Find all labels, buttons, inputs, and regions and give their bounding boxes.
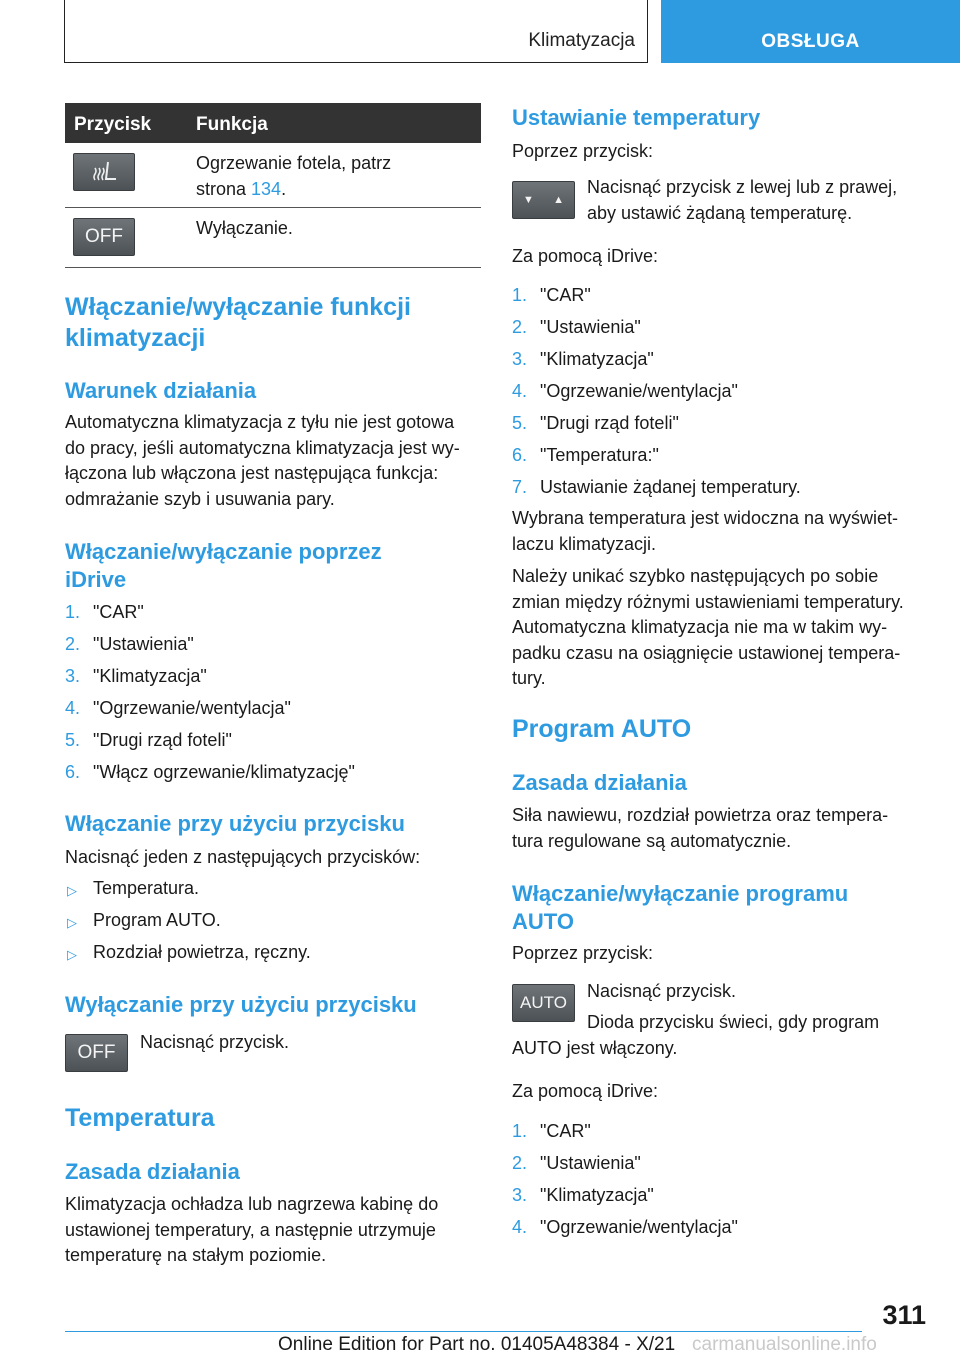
paragraph-via-idrive: Za pomocą iDrive: [512, 246, 659, 266]
heading-on-button: Włączanie przy użyciu przycisku [65, 811, 405, 836]
arrow-down-icon: ▼ [523, 194, 534, 206]
off-button-icon: OFF [73, 218, 135, 256]
paragraph-via-button-2: Poprzez przycisk: [512, 943, 654, 963]
header-left-box [64, 0, 648, 63]
page-number: 311 [882, 1300, 926, 1330]
heading-auto-onoff: Włączanie/wyłączanie programu AUTO [512, 881, 849, 934]
bullet-triangle-icon: ▷ [67, 915, 77, 930]
heading-off-button: Wyłączanie przy użyciu przycisku [65, 992, 417, 1017]
arrow-up-icon: ▲ [553, 194, 564, 206]
button-function-table [65, 103, 481, 268]
paragraph-via-button: Poprzez przycisk: [512, 141, 654, 161]
paragraph-temp-button: Nacisnąć przycisk z lewej lub z prawej, aby ustawić żądaną temperaturę. [587, 177, 898, 223]
table-header [65, 103, 481, 143]
paragraph-via-idrive-2: Za pomocą iDrive: [512, 1081, 659, 1101]
chapter-title: Klimatyzacja [528, 30, 635, 51]
heading-principle: Zasada działania [65, 1159, 240, 1184]
heading-auto: Program AUTO [512, 715, 692, 743]
header-section-tab[interactable] [661, 0, 960, 63]
table-row [65, 143, 481, 208]
off-button-icon: OFF [65, 1034, 128, 1072]
paragraph-selected-temp: Wybrana temperatura jest widoczna na wyświet- laczu klimatyzacji. [512, 508, 898, 554]
paragraph-press: Nacisnąć przycisk. [587, 981, 737, 1001]
col-header-button: Przycisk [74, 114, 152, 135]
section-label: OBSŁUGA [761, 31, 860, 52]
page-link[interactable]: 134 [251, 178, 282, 199]
heading-set-temp: Ustawianie temperatury [512, 105, 761, 130]
heading-idrive: Włączanie/wyłączanie poprzez iDrive [65, 539, 382, 592]
auto-button-icon: AUTO [512, 984, 575, 1022]
paragraph-auto-principle: Siła nawiewu, rozdział powietrza oraz tempera- tura regulowane są automatycznie. [512, 805, 889, 851]
paragraph-principle: Klimatyzacja ochładza lub nagrzewa kabinę do ustawionej temperatury, a następnie utrzymuje temperaturę na stałym poziomie. [65, 1194, 439, 1265]
watermark: carmanualsonline.info [692, 1334, 877, 1355]
col-header-function: Funkcja [196, 114, 268, 135]
heading-temperature: Temperatura [65, 1104, 215, 1132]
paragraph-condition: Automatyczna klimatyzacja z tyłu nie jest gotowa do pracy, jeśli automatyczna klimatyzacja jest wy- łączona lub włączona jest następująca funkcja: odmrażanie szyb i usuwania pary. [65, 412, 460, 509]
heading-auto-principle: Zasada działania [512, 770, 687, 795]
heading-onoff: Włączanie/wyłączanie funkcji klimatyzacji [65, 293, 411, 352]
paragraph-on-button: Nacisnąć jeden z następujących przycisków: [65, 847, 421, 867]
paragraph-off-button: Nacisnąć przycisk. [140, 1032, 290, 1052]
seat-heating-button-icon [73, 153, 135, 191]
bullet-triangle-icon: ▷ [67, 947, 77, 962]
table-row [65, 208, 481, 268]
footer-edition: Online Edition for Part no. 01405A48384 - X/21 [278, 1334, 676, 1355]
footer-divider [65, 1331, 862, 1332]
row-off-text: Wyłączanie. [196, 218, 293, 238]
paragraph-avoid: Należy unikać szybko następujących po sobie zmian między różnymi ustawieniami temperatury. Automatyczna klimatyzacja nie ma w takim wy- padku czasu na osiągnięcie ustawionej tempera- tury. [512, 566, 904, 688]
temperature-button-icon [512, 181, 575, 219]
row-seat-heating-text: Ogrzewanie fotela, patrz strona 134. [196, 153, 392, 199]
paragraph-led: Dioda przycisku świeci, gdy program AUTO jest włączony. [512, 1012, 880, 1058]
heading-condition: Warunek działania [65, 378, 257, 403]
bullet-triangle-icon: ▷ [67, 883, 77, 898]
